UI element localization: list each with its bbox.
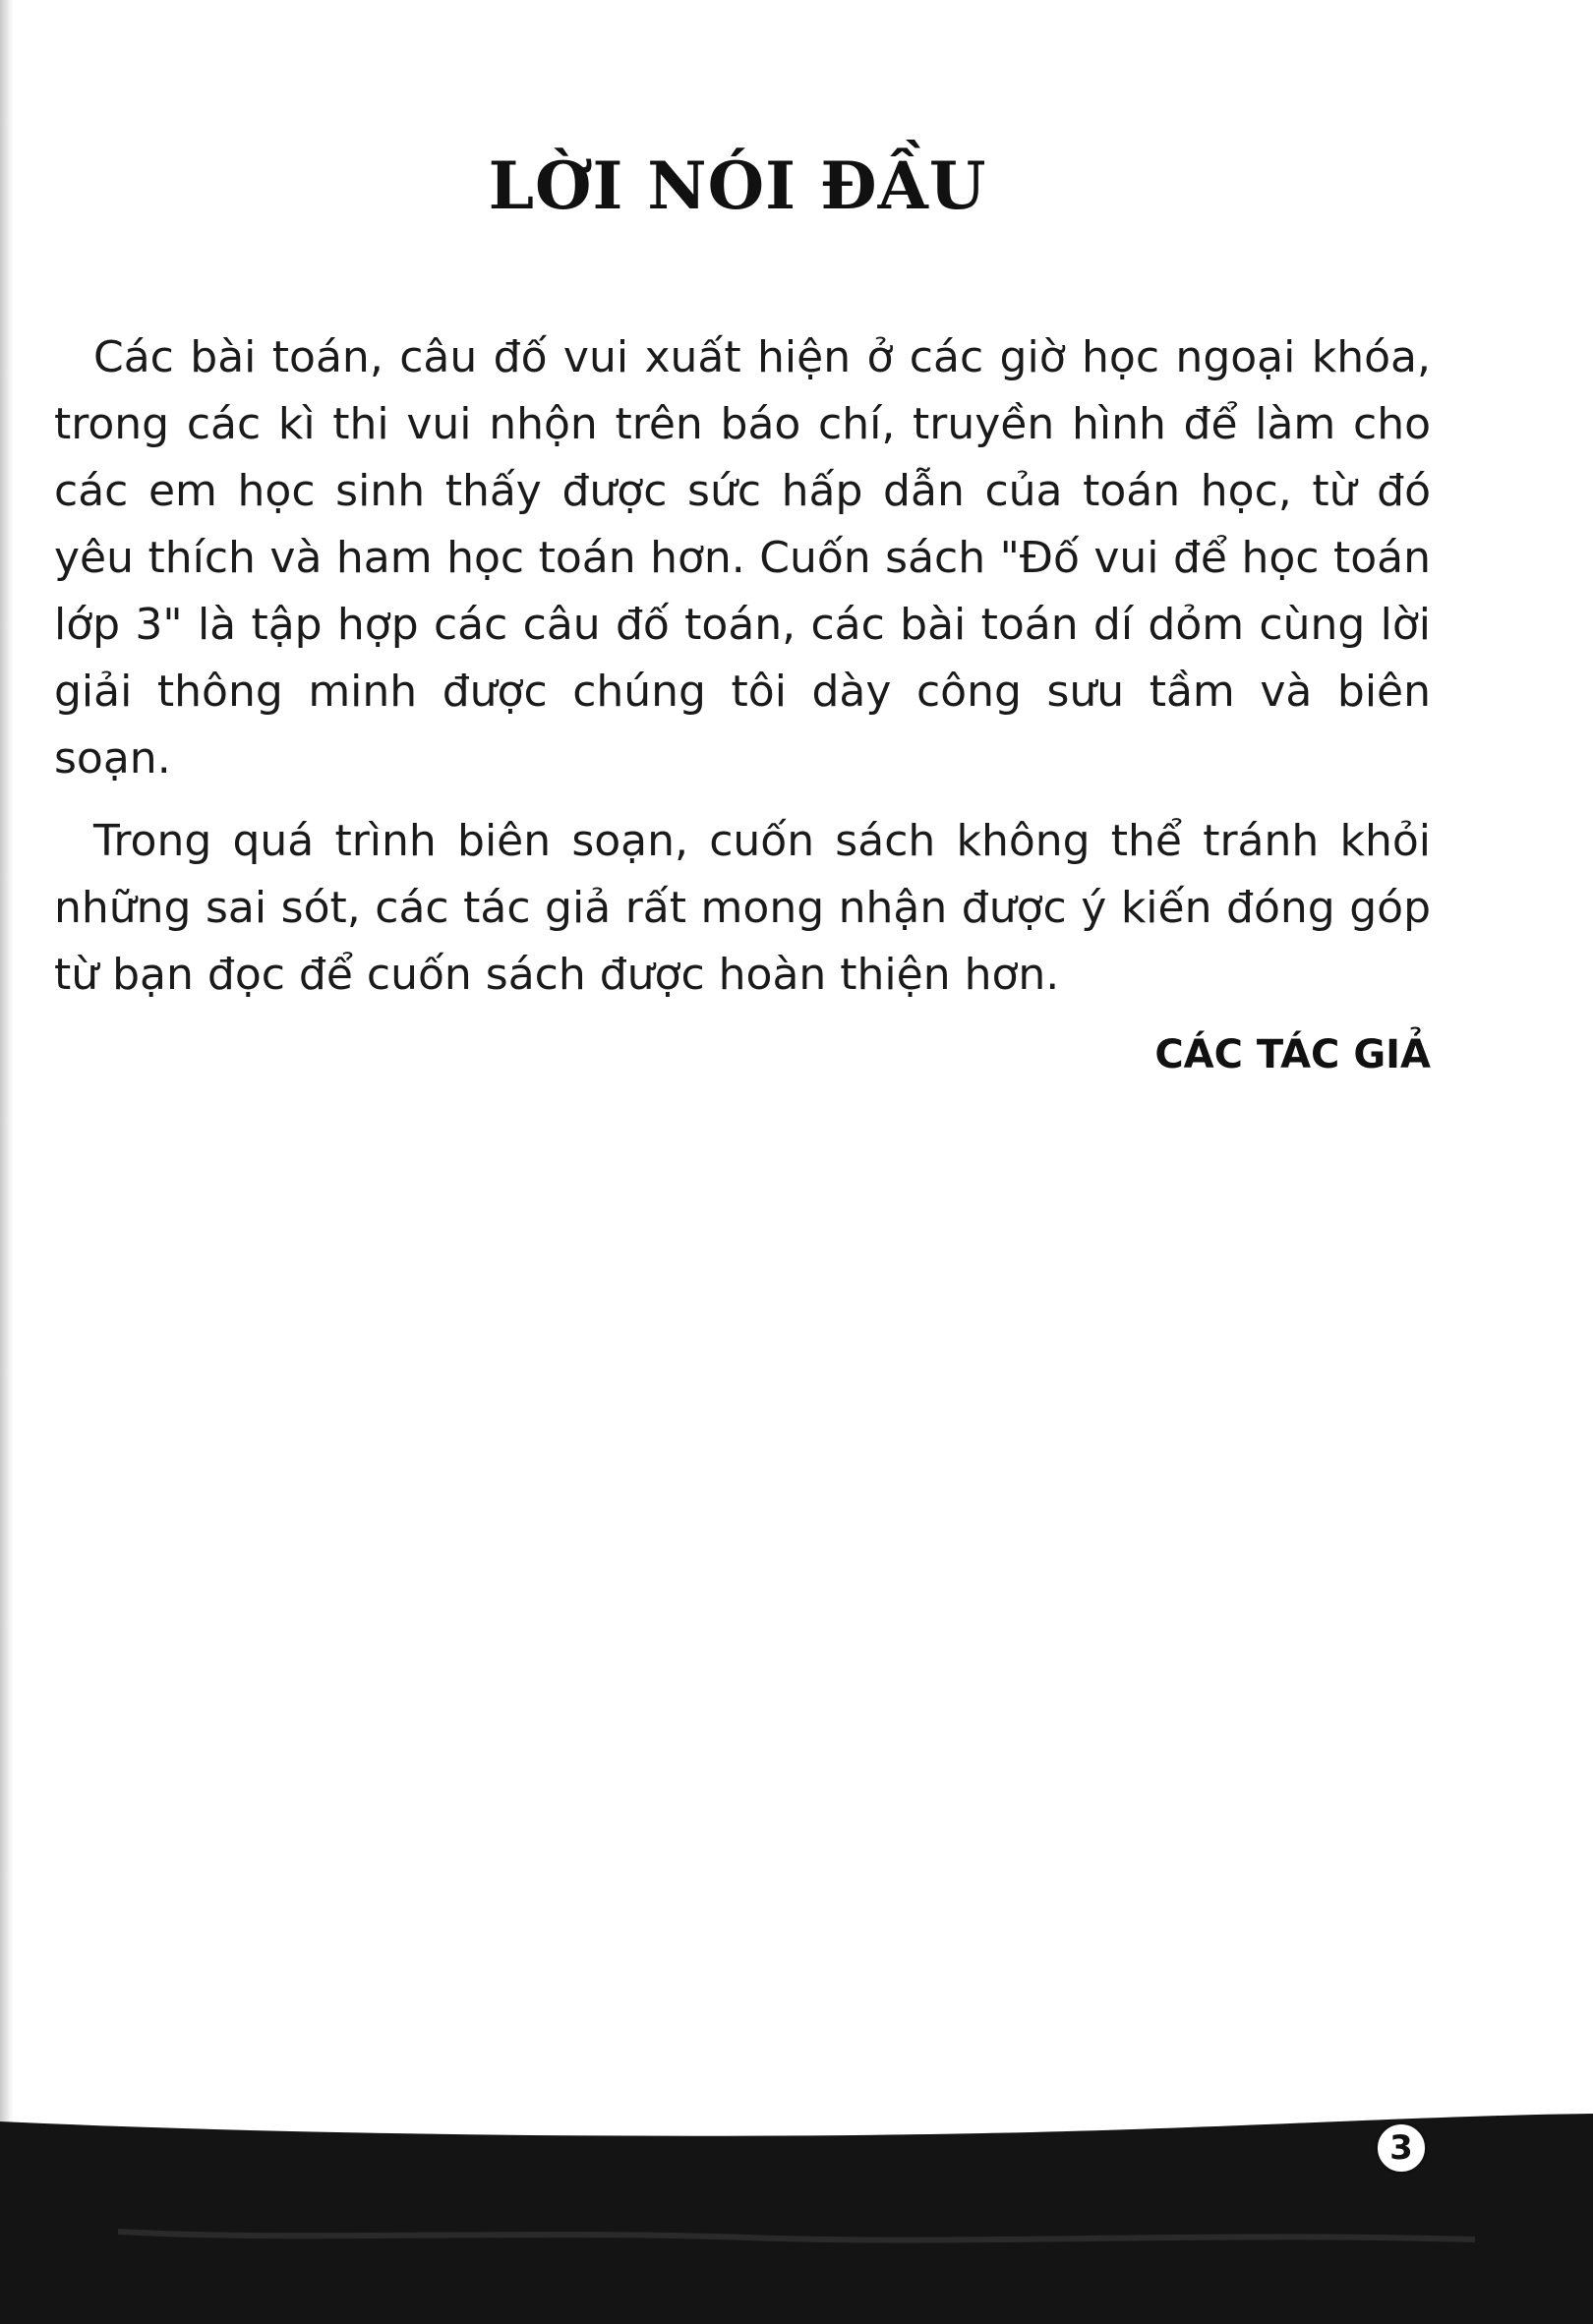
paragraph-apology: Trong quá trình biên soạn, cuốn sách không thể tránh khỏi những sai sót, các tác giả rất mong nhận được ý kiến đóng góp từ bạn đọc để cuốn sách được hoàn thiện hơn. <box>54 816 1431 1000</box>
page-number-badge: 3 <box>1375 2121 1428 2175</box>
footer-band-shape <box>0 2114 1593 2324</box>
page-binding-edge <box>0 0 14 2324</box>
authors-signature: CÁC TÁC GIẢ <box>1154 1032 1431 1077</box>
paragraph-intro: Các bài toán, câu đố vui xuất hiện ở các giờ học ngoại khóa, trong các kì thi vui nhộn trên báo chí, truyền hình để làm cho các em học sinh thấy được sức hấp dẫn của toán học, từ đó yêu thích và ham học toán hơn. Cuốn sách "Đố vui để học toán lớp 3" là tập hợp các câu đố toán, các bài toán dí dỏm cùng lời giải thông minh được chúng tôi dày công sưu tầm và biên soạn. <box>54 332 1431 784</box>
page-title: LỜI NÓI ĐẦU <box>488 147 987 224</box>
footer-band <box>0 2114 1593 2324</box>
